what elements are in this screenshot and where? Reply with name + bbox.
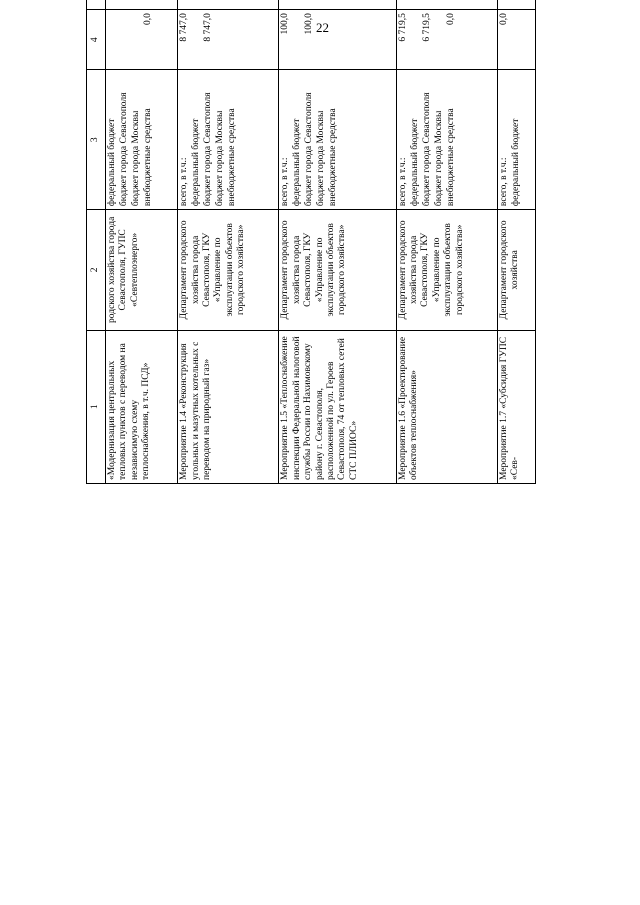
value <box>511 0 523 6</box>
funding-source: всего, в т.ч.: <box>280 157 291 207</box>
funding-source: всего, в т.ч.: <box>397 157 408 207</box>
table-body <box>106 0 536 484</box>
value <box>191 0 203 6</box>
value-cell <box>497 0 535 10</box>
header-row <box>87 0 106 484</box>
table-row <box>396 0 497 484</box>
value <box>107 0 119 6</box>
value <box>304 0 316 6</box>
measure-name-cell: Мероприятие 1.7 «Субсидия ГУПС «Сев- <box>497 330 535 483</box>
funding-sources-cell <box>178 70 279 210</box>
value <box>446 0 458 6</box>
funding-sources-cell <box>279 70 396 210</box>
value <box>292 0 304 6</box>
value-cell <box>279 0 396 10</box>
value <box>328 0 340 6</box>
value-cell <box>106 10 178 70</box>
funding-sources-cell <box>396 70 497 210</box>
column-header: 3 <box>87 70 106 210</box>
funding-source: федеральный бюджет <box>292 118 303 207</box>
table-row <box>106 0 178 484</box>
value-cell <box>396 0 497 10</box>
funding-source: бюджет города Севастополя <box>119 92 129 207</box>
value <box>131 13 143 66</box>
value-cell <box>106 0 178 10</box>
funding-source: всего, в т.ч.: <box>498 157 509 207</box>
value: 0,0 <box>445 13 456 25</box>
value <box>119 13 131 66</box>
funding-source: федеральный бюджет <box>409 118 420 207</box>
value-cell <box>279 10 396 70</box>
page-number: 22 <box>316 20 329 35</box>
funding-source: внебюджетные средства <box>227 108 238 207</box>
executor-cell: родского хозяйства города Севастополя, ГУПС «Севтеплоэнерго» <box>106 210 178 331</box>
column-header <box>87 0 106 10</box>
value <box>328 13 340 66</box>
value <box>511 13 523 66</box>
value <box>203 0 215 6</box>
column-header: 4 <box>87 10 106 70</box>
table-row <box>497 0 535 484</box>
executor-cell: Департамент городского хозяйства <box>497 210 535 331</box>
value: 6 719,5 <box>421 13 432 42</box>
value: 0,0 <box>143 13 153 25</box>
value <box>316 0 328 6</box>
value: 8 747,0 <box>203 13 214 42</box>
value <box>131 0 143 6</box>
funding-source: федеральный бюджет <box>510 118 521 207</box>
value <box>410 13 422 66</box>
funding-source: бюджет города Москвы <box>215 110 226 207</box>
funding-source: бюджет города Севастополя <box>421 92 432 207</box>
measure-name-cell: «Модернизация центральных тепловых пунктов с переводом на независимую схему теплоснабжения, в т.ч. ПСД» <box>106 330 178 483</box>
value <box>227 13 239 66</box>
value: 0,0 <box>498 13 509 25</box>
table-row <box>279 0 396 484</box>
measure-name-cell: Мероприятие 1.5 «Теплоснабжение инспекции Федеральной налоговой службы России по Нахимовскому району г. Севастополя, расположенной по ул. Героев Севастополя, 74 от тепловых сетей СТС ПЛИОС» <box>279 330 396 483</box>
value: 100,0 <box>280 13 291 35</box>
value <box>316 13 328 66</box>
funding-source: бюджет города Москвы <box>433 110 444 207</box>
value <box>499 0 511 6</box>
value <box>280 0 292 6</box>
funding-source: федеральный бюджет <box>107 118 117 207</box>
executor-cell: Департамент городского хозяйства города Севастополя, ГКУ «Управление по эксплуатации объектов городского хозяйства» <box>396 210 497 331</box>
value <box>227 0 239 6</box>
value <box>143 0 155 6</box>
value-cell <box>497 10 535 70</box>
value: 100,0 <box>304 13 315 35</box>
table-row <box>178 0 279 484</box>
value-cell <box>178 0 279 10</box>
value <box>422 0 434 6</box>
value <box>107 13 119 66</box>
measure-name-cell: Мероприятие 1.6 «Проектирование объектов теплоснабжения» <box>396 330 497 483</box>
column-header: 2 <box>87 210 106 331</box>
value: 8 747,0 <box>179 13 190 42</box>
funding-source: внебюджетные средства <box>445 108 456 207</box>
funding-source: всего, в т.ч.: <box>179 157 190 207</box>
funding-source: бюджет города Москвы <box>316 110 327 207</box>
funding-source: внебюджетные средства <box>328 108 339 207</box>
funding-source: бюджет города Севастополя <box>203 92 214 207</box>
value <box>434 0 446 6</box>
value <box>410 0 422 6</box>
funding-sources-cell <box>497 70 535 210</box>
funding-sources-cell <box>106 70 178 210</box>
funding-source: бюджет города Севастополя <box>304 92 315 207</box>
column-header: 1 <box>87 330 106 483</box>
value <box>434 13 446 66</box>
value <box>292 13 304 66</box>
value: 6 719,5 <box>397 13 408 42</box>
value <box>191 13 203 66</box>
value <box>119 0 131 6</box>
value-cell <box>396 10 497 70</box>
value <box>179 0 191 6</box>
value-cell <box>178 10 279 70</box>
measure-name-cell: Мероприятие 1.4 «Реконструкция угольных и мазутных котельных с переводом на природный газ» <box>178 330 279 483</box>
value <box>215 13 227 66</box>
value <box>398 0 410 6</box>
funding-source: федеральный бюджет <box>191 118 202 207</box>
value <box>215 0 227 6</box>
funding-source: внебюджетные средства <box>143 108 153 207</box>
funding-source: бюджет города Москвы <box>131 110 141 207</box>
executor-cell: Департамент городского хозяйства города Севастополя, ГКУ «Управление по эксплуатации объектов городского хозяйства» <box>178 210 279 331</box>
executor-cell: Департамент городского хозяйства города Севастополя, ГКУ «Управление по эксплуатации объектов городского хозяйства» <box>279 210 396 331</box>
budget-table <box>86 0 536 484</box>
